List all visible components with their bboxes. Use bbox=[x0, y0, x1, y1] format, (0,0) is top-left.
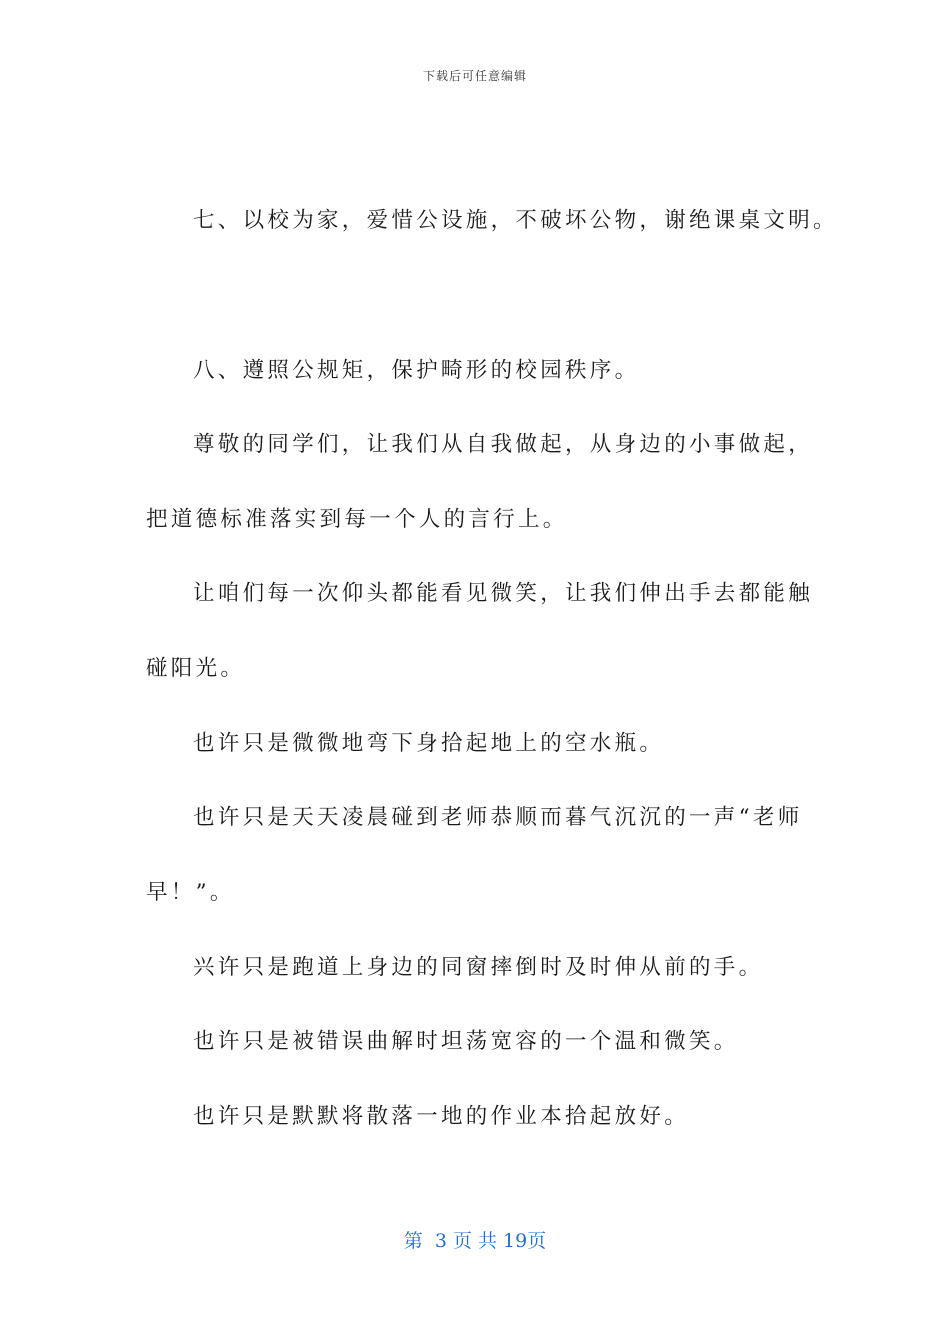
paragraph-line: 让咱们每一次仰头都能看见微笑，让我们伸出手去都能触 bbox=[193, 581, 814, 606]
paragraph-line: 也许只是微微地弯下身拾起地上的空水瓶。 bbox=[193, 731, 665, 756]
header-note: 下载后可任意编辑 bbox=[422, 69, 527, 83]
paragraph-line: 也许只是被错误曲解时坦荡宽容的一个温和微笑。 bbox=[193, 1029, 739, 1054]
paragraph-line: 七、以校为家，爱惜公设施，不破坏公物，谢绝课桌文明。 bbox=[193, 208, 838, 233]
paragraph-line: 也许只是天天凌晨碰到老师恭顺而暮气沉沉的一声“老师 bbox=[193, 805, 803, 830]
paragraph-line: 兴许只是跑道上身边的同窗摔倒时及时伸从前的手。 bbox=[193, 955, 764, 980]
paragraph-line: 八、遵照公规矩，保护畸形的校园秩序。 bbox=[193, 358, 640, 383]
paragraph-line: 把道德标准落实到每一个人的言行上。 bbox=[146, 507, 568, 532]
paragraph-line: 碰阳光。 bbox=[146, 656, 246, 681]
paragraph-line: 尊敬的同学们，让我们从自我做起，从身边的小事做起， bbox=[193, 432, 814, 457]
paragraph-line: 早！”。 bbox=[146, 880, 235, 905]
paragraph-line: 也许只是默默将散落一地的作业本拾起放好。 bbox=[193, 1104, 690, 1129]
page-number-footer: 第 3 页 共 19页 bbox=[403, 1230, 547, 1252]
